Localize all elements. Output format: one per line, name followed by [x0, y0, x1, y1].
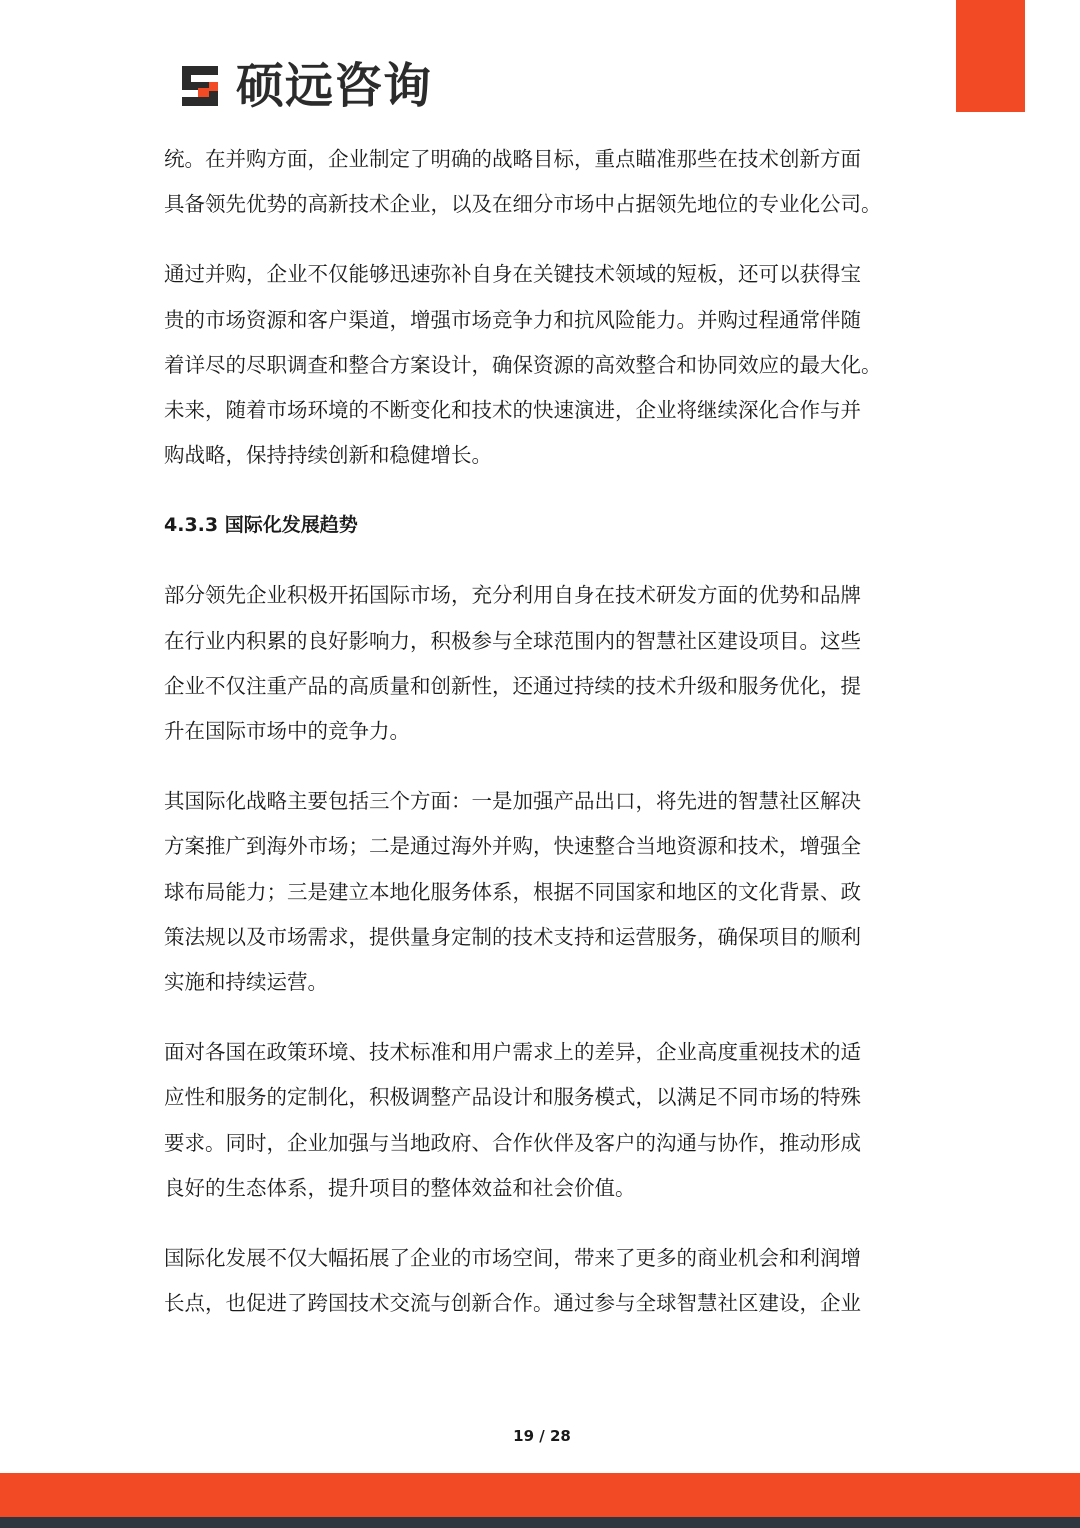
- document-body: [164, 137, 924, 1351]
- text-line: 其国际化战略主要包括三个方面：一是加强产品出口，将先进的智慧社区解决: [164, 789, 861, 814]
- footer-accent-bar: [0, 1473, 1080, 1517]
- text-line: 实施和持续运营。: [164, 970, 328, 995]
- paragraph: [164, 252, 924, 478]
- text-line: 应性和服务的定制化，积极调整产品设计和服务模式，以满足不同市场的特殊: [164, 1085, 861, 1110]
- text-line: 方案推广到海外市场；二是通过海外并购，快速整合当地资源和技术，增强全: [164, 834, 861, 859]
- logo-text: 硕远咨询: [236, 58, 433, 114]
- text-line: 球布局能力；三是建立本地化服务体系，根据不同国家和地区的文化背景、政: [164, 879, 861, 904]
- text-line: 策法规以及市场需求，提供量身定制的技术支持和运营服务，确保项目的顺利: [164, 924, 861, 949]
- text-line: 通过并购，企业不仅能够迅速弥补自身在关键技术领域的短板，还可以获得宝: [164, 262, 861, 287]
- text-line: 企业不仅注重产品的高质量和创新性，还通过持续的技术升级和服务优化，提: [164, 673, 861, 698]
- paragraph: [164, 137, 924, 227]
- paragraph: [164, 573, 924, 754]
- text-line: 升在国际市场中的竞争力。: [164, 719, 410, 744]
- page-number: 19 / 28: [513, 1427, 571, 1445]
- company-logo: [178, 58, 432, 114]
- text-line: 统。在并购方面，企业制定了明确的战略目标，重点瞄准那些在技术创新方面: [164, 147, 861, 171]
- paragraph: [164, 779, 924, 1005]
- paragraph: [164, 1030, 924, 1211]
- text-line: 具备领先优势的高新技术企业，以及在细分市场中占据领先地位的专业化公司。: [164, 192, 882, 217]
- text-line: 要求。同时，企业加强与当地政府、合作伙伴及客户的沟通与协作，推动形成: [164, 1130, 861, 1155]
- s-logo-icon: [178, 62, 226, 110]
- text-line: 购战略，保持持续创新和稳健增长。: [164, 443, 492, 468]
- text-line: 贵的市场资源和客户渠道，增强市场竞争力和抗风险能力。并购过程通常伴随: [164, 307, 861, 332]
- text-line: 良好的生态体系，提升项目的整体效益和社会价值。: [164, 1175, 636, 1200]
- text-line: 未来，随着市场环境的不断变化和技术的快速演进，企业将继续深化合作与并: [164, 398, 861, 423]
- text-line: 着详尽的尽职调查和整合方案设计，确保资源的高效整合和协同效应的最大化。: [164, 352, 882, 377]
- text-line: 在行业内积累的良好影响力，积极参与全球范围内的智慧社区建设项目。这些: [164, 628, 861, 653]
- section-heading: 4.3.3 国际化发展趋势: [164, 514, 358, 537]
- text-line: 国际化发展不仅大幅拓展了企业的市场空间，带来了更多的商业机会和利润增: [164, 1246, 861, 1271]
- top-accent-bar: [956, 0, 1025, 112]
- text-line: 部分领先企业积极开拓国际市场，充分利用自身在技术研发方面的优势和品牌: [164, 583, 861, 608]
- text-line: 面对各国在政策环境、技术标准和用户需求上的差异，企业高度重视技术的适: [164, 1040, 861, 1065]
- text-line: 长点，也促进了跨国技术交流与创新合作。通过参与全球智慧社区建设，企业: [164, 1291, 861, 1316]
- footer-dark-strip: [0, 1517, 1080, 1528]
- paragraph: [164, 1236, 924, 1326]
